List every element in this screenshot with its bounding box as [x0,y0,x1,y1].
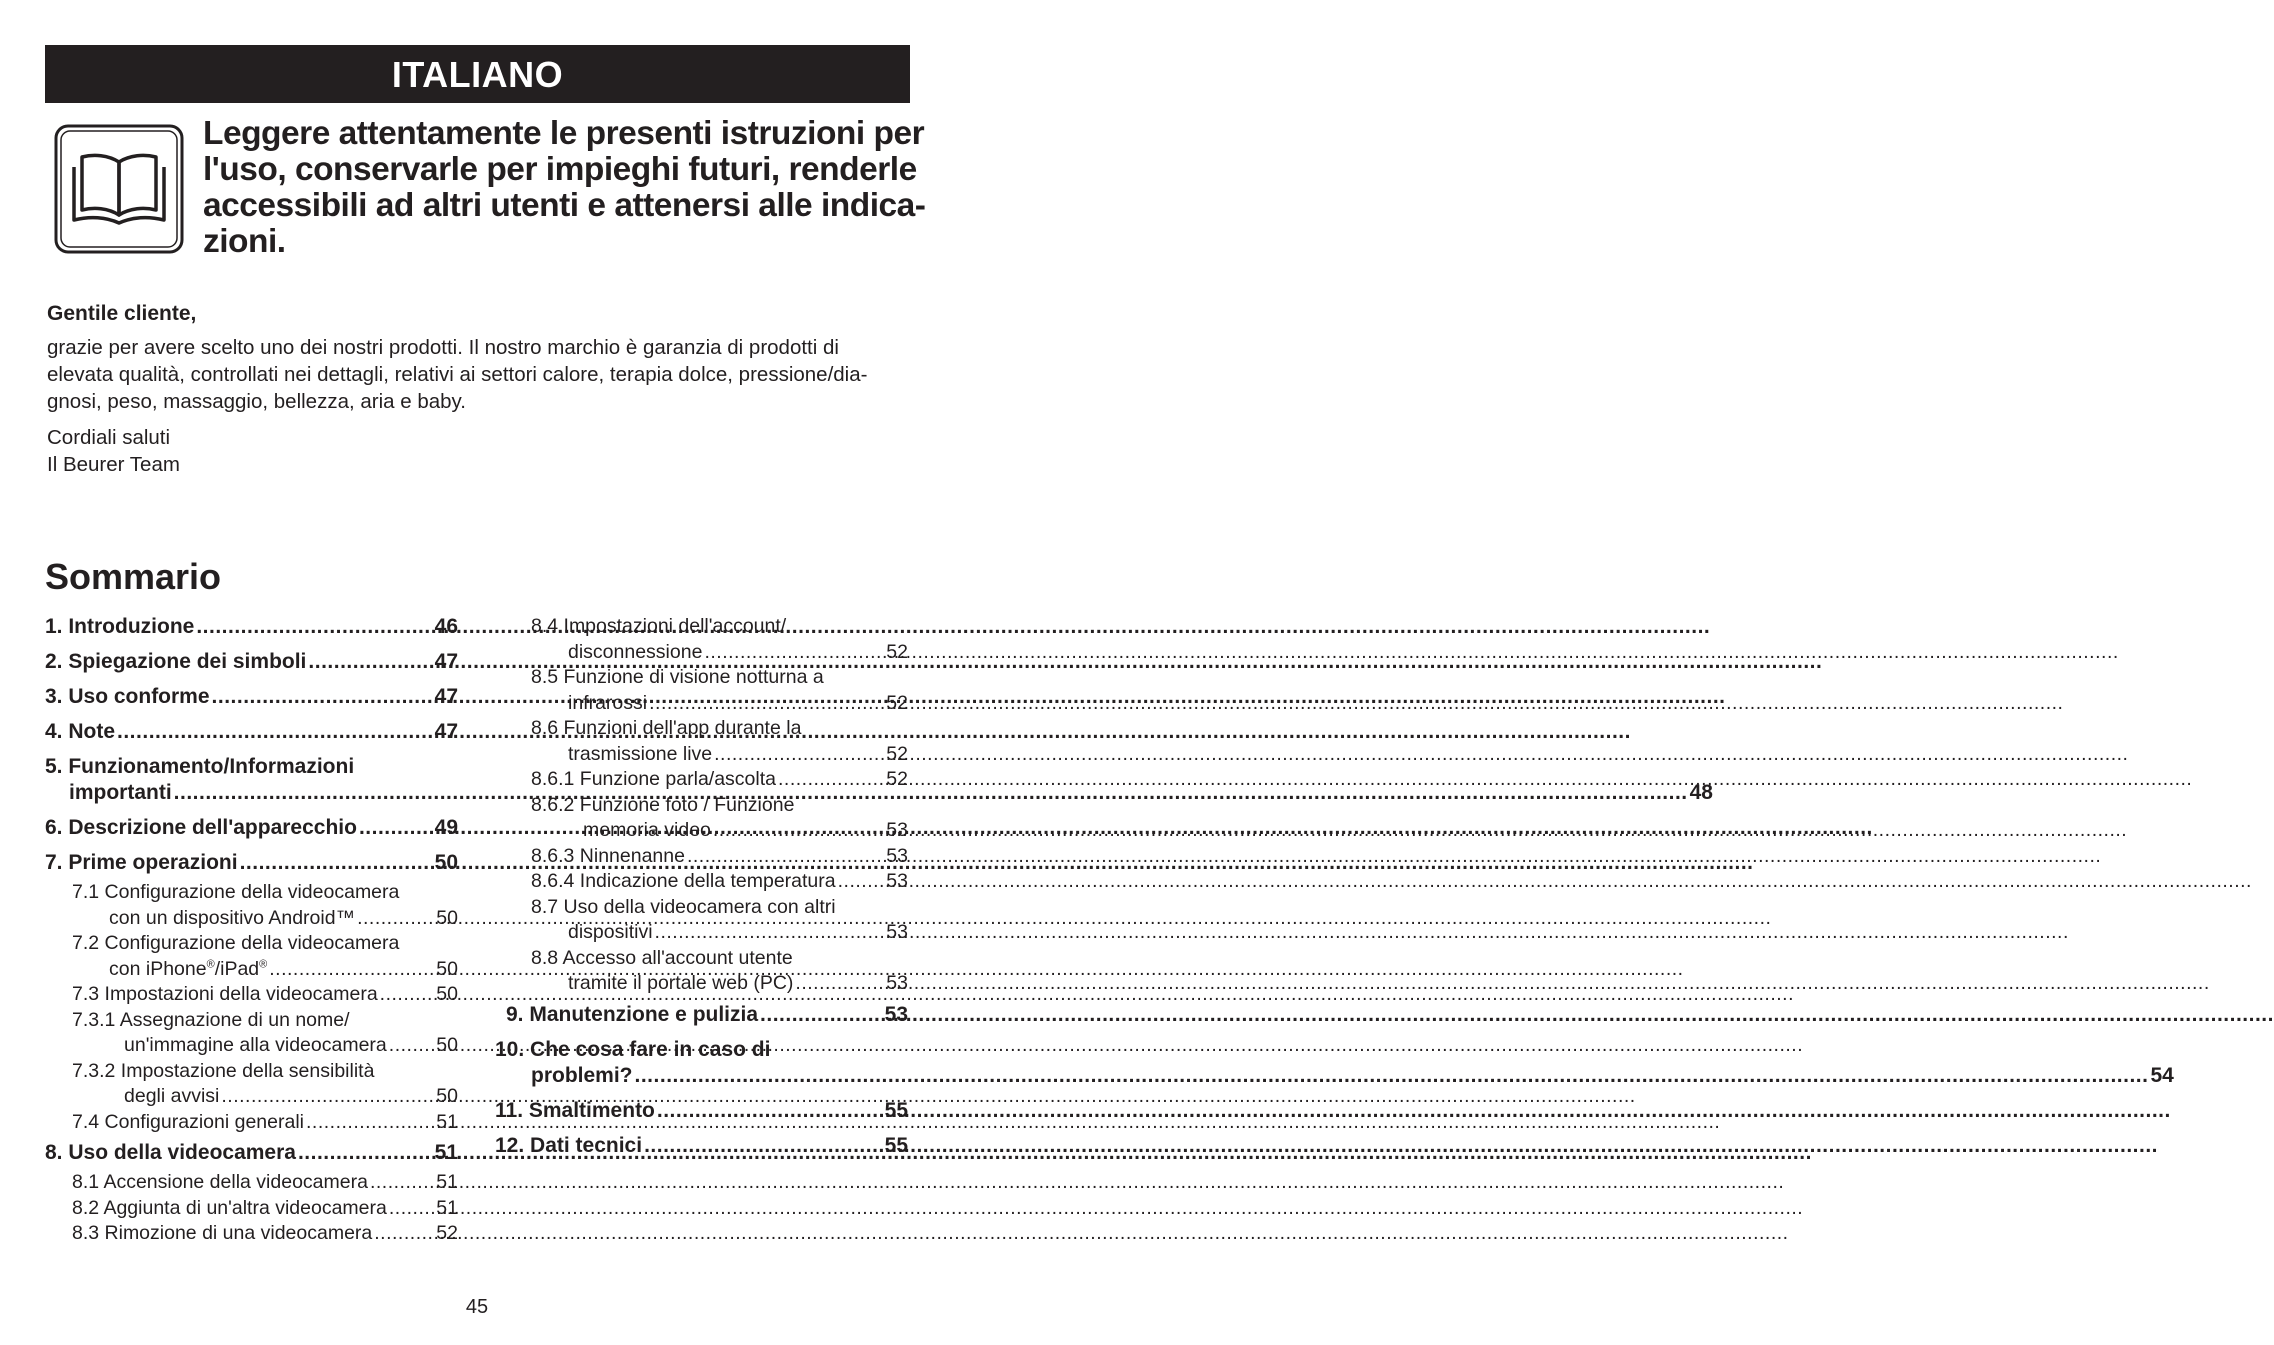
toc-leader-dots [380,982,435,1008]
toc-leader-dots [687,844,884,870]
toc-entry-line [45,719,458,745]
toc-page-number: 50 [436,1034,458,1056]
toc-entry-title: 1. Introduzione [45,615,195,638]
toc-entry[interactable] [45,1110,458,1136]
toc-page-number: 54 [2150,1063,2174,1087]
toc-entry-line [72,982,458,1008]
toc-entry-title: 7.3 Impostazioni della videocamera [72,983,378,1005]
toc-entry[interactable] [495,1037,2174,1089]
toc-entry[interactable] [495,1133,908,1159]
toc-page-number: 53 [886,972,908,994]
intro-line: elevata qualità, controllati nei dettagli, relativi ai settori calore, terapia dolce, pressione/dia- [47,363,868,386]
toc-page-number: 55 [884,1098,908,1122]
toc-entry-line [531,920,908,946]
toc-leader-dots [308,649,432,675]
toc-entry-line [45,649,458,675]
toc-entry-heading: 8.6 Funzioni dell'app durante la [531,717,802,739]
registered-mark: ® [259,958,268,970]
toc-leader-dots [389,1033,435,1059]
toc-title: Sommario [45,556,222,597]
toc-entry[interactable] [45,614,458,640]
toc-entry-title: importanti [69,781,172,804]
toc-leader-dots [657,1098,883,1124]
toc-entry-title: tramite il portale web (PC) [568,972,794,994]
toc-entry-title: 7. Prime operazioni [45,851,238,874]
read-instructions-warning [203,115,926,260]
toc-leader-dots [838,869,885,895]
language-banner: ITALIANO [45,45,910,103]
closing-regards: Cordiali saluti [47,426,171,449]
toc-entry-heading: 7.3.2 Impostazione della sensibilità [72,1059,375,1082]
toc-entry-title: 8.1 Accensione della videocamera [72,1171,368,1193]
toc-page-number: 48 [1689,781,1713,804]
toc-entry-title: problemi? [531,1063,633,1087]
toc-leader-dots [778,767,884,793]
toc-entry-title: 12. Dati tecnici [495,1133,643,1157]
toc-entry-line [495,1063,2174,1089]
toc-leader-dots [714,742,884,768]
toc-entry-title: 8.3 Rimozione di una videocamera [72,1222,373,1244]
toc-leader-dots [644,1133,883,1159]
toc-entry[interactable] [45,1170,458,1196]
toc-leader-dots [713,818,884,844]
toc-entry[interactable] [495,767,908,793]
toc-entry-title: 4. Note [45,720,116,743]
toc-page-number: 52 [886,768,908,790]
toc-entry-title: un'immagine alla videocamera [124,1034,387,1056]
toc-entry[interactable] [495,895,908,946]
toc-entry-heading: 7.2 Configurazione della videocamera [72,932,400,954]
toc-leader-dots [655,920,885,946]
toc-entry-title: infrarossi [568,691,648,714]
toc-entry-line [45,614,458,640]
toc-entry[interactable] [45,815,458,841]
toc-leader-dots [704,640,884,666]
toc-entry-line [72,906,458,932]
toc-entry-heading: 8.7 Uso della videocamera con altri [531,895,836,918]
toc-entry-title: con un dispositivo Android™ [109,906,356,929]
toc-entry-line [72,957,458,983]
toc-entry-heading: 8.8 Accesso all'account utente [531,946,793,969]
intro-line: gnosi, peso, massaggio, bellezza, aria e baby. [47,390,466,413]
toc-entry-line [531,767,908,793]
toc-page-number: 52 [886,691,908,714]
toc-entry-line [531,640,908,666]
toc-page-number: 52 [886,742,908,765]
toc-entry[interactable] [495,844,908,870]
intro-line: grazie per avere scelto uno dei nostri prodotti. Il nostro marchio è garanzia di prodotti di [47,336,839,359]
toc-entry[interactable] [45,982,458,1008]
toc-page-number: 53 [884,1002,908,1026]
toc-entry-heading: 7.3.1 Assegnazione di un nome/ [72,1008,350,1031]
toc-entry-title: 2. Spiegazione dei simboli [45,650,307,673]
toc-leader-dots [212,684,433,710]
toc-entry-line [531,818,908,844]
toc-page-number: 51 [434,1141,458,1164]
toc-entry-line [531,691,908,717]
toc-entry[interactable] [45,684,458,710]
toc-entry-title: 7.4 Configurazioni generali [72,1110,304,1133]
toc-entry[interactable] [45,1140,458,1166]
toc-page-number: 51 [436,1110,458,1133]
toc-entry[interactable] [495,869,908,895]
toc-entry-title: 6. Descrizione dell'apparecchio [45,816,357,839]
toc-page-number: 46 [434,615,458,638]
page-number: 45 [465,1296,489,1318]
toc-page-number: 49 [434,816,458,839]
warning-line: l'uso, conservarle per impieghi futuri, renderle [203,151,917,188]
toc-entry-title: 8. Uso della videocamera [45,1141,296,1164]
toc-entry-heading: 8.5 Funzione di visione notturna a [531,666,824,688]
toc-leader-dots [760,1002,883,1028]
toc-leader-dots [389,1196,434,1222]
toc-page-number: 50 [436,1085,458,1107]
toc-page-number: 51 [436,1196,458,1219]
toc-entry[interactable] [495,1098,908,1124]
toc-entry-title: dispositivi [568,921,653,943]
toc-entry-title: disconnessione [568,640,703,663]
toc-entry-heading: 7.1 Configurazione della videocamera [72,881,400,903]
toc-entry-line [506,1002,908,1028]
toc-entry-title: con iPhone®/iPad® [109,957,268,980]
toc-page-number: 52 [886,640,908,663]
toc-entry[interactable] [495,716,908,767]
toc-leader-dots [649,691,884,717]
toc-entry[interactable] [45,1059,458,1110]
toc-entry[interactable] [495,793,908,844]
toc-page-number: 53 [886,870,908,892]
toc-leader-dots [240,850,433,876]
toc-leader-dots [795,971,884,997]
toc-page-number: 53 [886,844,908,867]
toc-page-number: 55 [884,1133,908,1157]
registered-mark: ® [206,958,215,970]
read-instructions-book-icon [54,124,184,254]
toc-leader-dots [374,1221,434,1247]
toc-entry-heading: 8.6.2 Funzione foto / Funzione [531,793,795,816]
toc-entry-title: 3. Uso conforme [45,685,210,708]
toc-entry-title: trasmissione live [568,742,713,765]
toc-entry[interactable] [45,719,458,745]
toc-entry-line [45,815,458,841]
toc-entry[interactable] [495,665,908,716]
toc-leader-dots [635,1064,2149,1087]
toc-leader-dots [221,1084,434,1110]
toc-entry[interactable] [495,1002,908,1028]
toc-entry-title: 11. Smaltimento [495,1098,655,1122]
toc-entry-line [45,1140,458,1166]
toc-page-number: 51 [436,1171,458,1193]
toc-entry-line [495,1133,908,1159]
toc-page-number: 52 [436,1222,458,1244]
closing-signature [47,424,180,478]
toc-entry[interactable] [495,946,908,997]
toc-entry-line [531,742,908,768]
toc-entry-title: 9. Manutenzione e pulizia [506,1002,759,1026]
toc-entry-line [531,844,908,870]
toc-entry-line [72,1110,458,1136]
toc-entry-title: 8.6.4 Indicazione della temperatura [531,870,836,892]
toc-entry-title: 8.2 Aggiunta di un'altra videocamera [72,1196,387,1219]
toc-entry-title: 8.6.1 Funzione parla/ascolta [531,768,776,790]
toc-entry[interactable] [495,614,908,665]
toc-entry-line [531,971,908,997]
toc-page-number: 47 [434,685,458,708]
toc-leader-dots [306,1110,434,1136]
toc-leader-dots [298,1140,433,1166]
warning-line: zioni. [203,223,286,260]
toc-entry-line [72,1084,458,1110]
toc-entry-line [45,684,458,710]
toc-entry-line [531,869,908,895]
toc-entry[interactable] [45,931,458,982]
intro-paragraph [47,334,913,415]
toc-entry-title: memoria video [583,819,711,841]
toc-entry[interactable] [45,649,458,675]
toc-entry[interactable] [45,850,458,876]
toc-leader-dots [269,957,434,983]
toc-entry-line [495,1098,908,1124]
toc-entry-line [45,850,458,876]
toc-page-number: 47 [434,650,458,673]
toc-leader-dots [196,614,432,640]
closing-team: Il Beurer Team [47,453,180,476]
toc-entry-line [72,1221,458,1247]
toc-entry[interactable] [45,880,458,931]
toc-leader-dots [357,906,434,932]
toc-entry-title: degli avvisi [124,1085,220,1107]
toc-entry-title: 8.6.3 Ninnenanne [531,844,685,867]
toc-entry-heading: 10. Che cosa fare in caso di [495,1037,771,1061]
warning-line: accessibili ad altri utenti e attenersi alle indica- [203,187,926,224]
toc-page-number: 50 [434,851,458,874]
toc-entry-line [72,1170,458,1196]
toc-leader-dots [359,815,433,841]
toc-entry-heading: 8.4 Impostazioni dell'account/ [531,615,787,637]
warning-line: Leggere attentamente le presenti istruzioni per [203,115,925,152]
toc-page-number: 53 [886,819,908,841]
greeting: Gentile cliente, [47,302,197,325]
toc-leader-dots [117,719,433,745]
toc-page-number: 50 [436,983,458,1005]
toc-entry[interactable] [45,1221,458,1247]
toc-leader-dots [370,1170,434,1196]
toc-entry[interactable] [45,1196,458,1222]
toc-page-number: 47 [434,720,458,743]
toc-entry-heading: 5. Funzionamento/Informazioni [45,755,355,778]
toc-entry[interactable] [45,1008,458,1059]
toc-page-number: 53 [886,921,908,943]
toc-page-number: 50 [436,906,458,929]
toc-page-number: 50 [436,957,458,980]
toc-entry-line [72,1033,458,1059]
toc-entry-line [72,1196,458,1222]
